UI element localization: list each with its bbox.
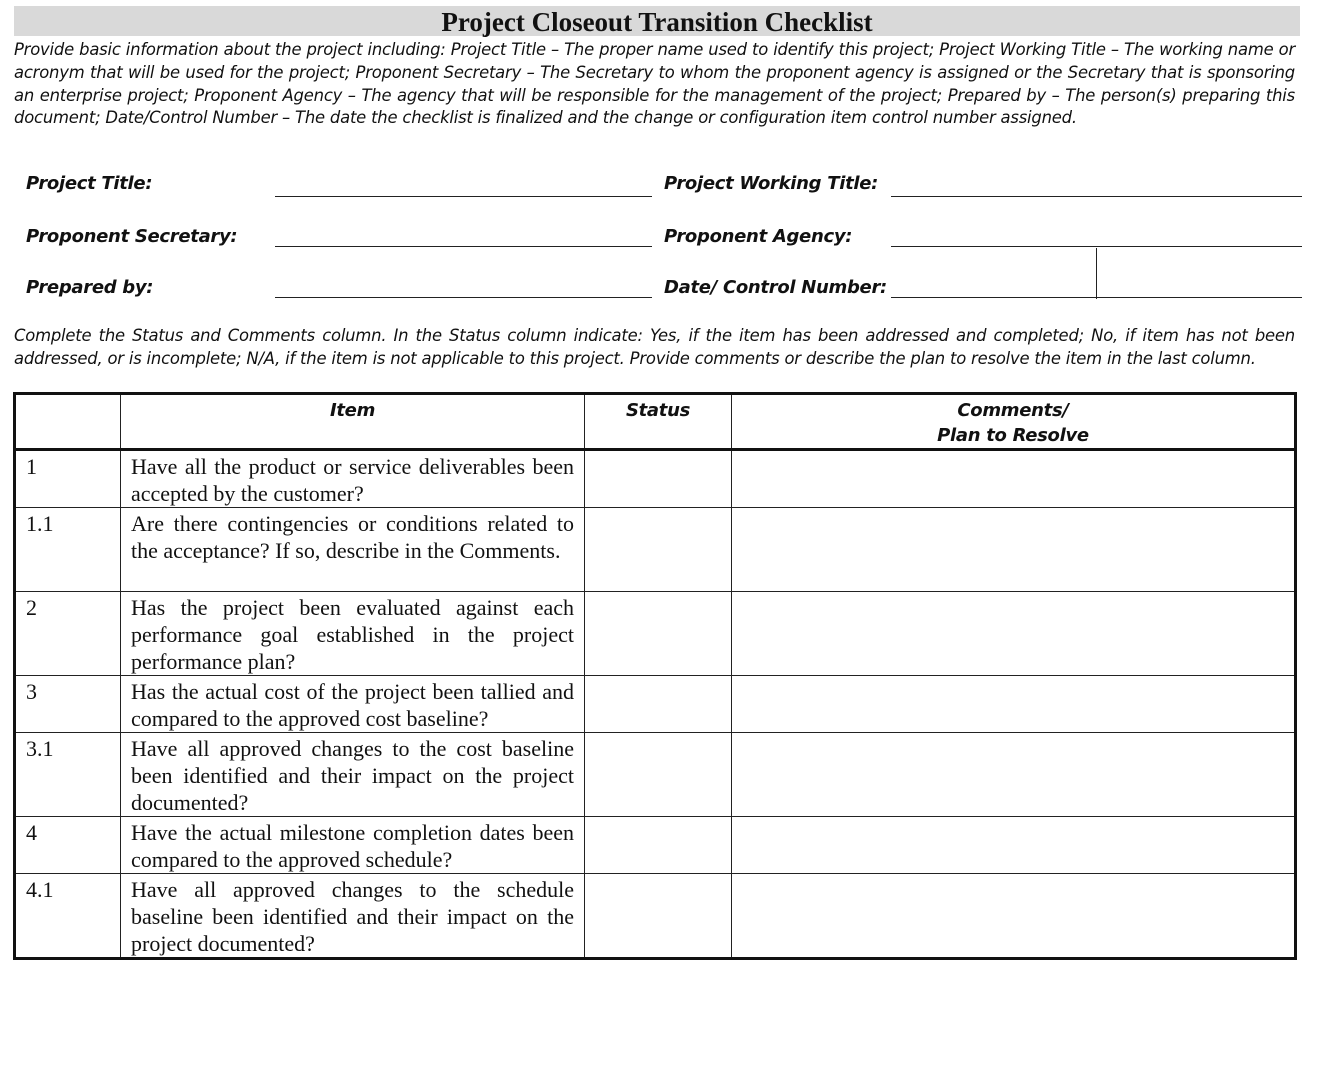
page-title: Project Closeout Transition Checklist: [14, 6, 1300, 36]
comments-header-line2: Plan to Resolve: [937, 425, 1089, 446]
table-row: [15, 592, 1296, 676]
table-row: [15, 508, 1296, 592]
comments-cell[interactable]: [732, 592, 1296, 676]
row-item: Are there contingencies or conditions related to the acceptance? If so, describe in the Comments.: [121, 508, 585, 592]
row-item: Have the actual milestone completion dates been compared to the approved schedule?: [121, 817, 585, 874]
row-item: Has the actual cost of the project been tallied and compared to the approved cost baseline?: [121, 676, 585, 733]
row-item: Have all approved changes to the schedule baseline been identified and their impact on the project documented?: [121, 874, 585, 959]
item-column-header: Item: [121, 394, 585, 450]
project-working-title-field[interactable]: [891, 196, 1302, 197]
project-working-title-label: Project Working Title:: [664, 173, 879, 194]
proponent-agency-field[interactable]: [891, 246, 1302, 247]
instructions-paragraph: Complete the Status and Comments column. In the Status column indicate: Yes, if the item has been addressed and completed; No, if item has not been addressed, or is incomplete; N/A, if the item is not applicable to this project. Provide comments or describe the plan to resolve the item in the last column.: [14, 326, 1295, 368]
date-control-number-label: Date/ Control Number:: [664, 277, 887, 298]
table-row: [15, 450, 1296, 508]
control-number-field[interactable]: [1096, 297, 1302, 298]
status-cell[interactable]: [585, 508, 732, 592]
number-column-header: [15, 394, 121, 450]
status-cell[interactable]: [585, 874, 732, 959]
status-cell[interactable]: [585, 676, 732, 733]
table-row: [15, 733, 1296, 817]
row-number: 4.1: [15, 874, 121, 959]
prepared-by-label: Prepared by:: [26, 277, 154, 298]
row-item: Have all approved changes to the cost baseline been identified and their impact on the project documented?: [121, 733, 585, 817]
status-cell[interactable]: [585, 733, 732, 817]
table-header-row: [15, 394, 1296, 450]
table-row: [15, 817, 1296, 874]
comments-cell[interactable]: [732, 733, 1296, 817]
row-number: 4: [15, 817, 121, 874]
row-number: 3: [15, 676, 121, 733]
row-number: 1: [15, 450, 121, 508]
row-number: 3.1: [15, 733, 121, 817]
table-row: [15, 676, 1296, 733]
date-field[interactable]: [891, 297, 1096, 298]
date-control-divider: [1096, 248, 1097, 299]
row-item: Has the project been evaluated against each performance goal established in the project performance plan?: [121, 592, 585, 676]
status-cell[interactable]: [585, 450, 732, 508]
project-title-label: Project Title:: [26, 173, 153, 194]
intro-paragraph: Provide basic information about the project including: Project Title – The proper name used to identify this project; Project Working Title – The working name or acronym that will be used for the project; Proponent Secretary – The Secretary to whom the proponent agency is assigned or the Secretary that is sponsoring an enterprise project; Proponent Agency – The agency that will be responsible for the management of the project; Prepared by – The person(s) preparing this document; Date/Control Number – The date the checklist is finalized and the change or configuration item control number assigned.: [14, 40, 1295, 128]
comments-cell[interactable]: [732, 874, 1296, 959]
prepared-by-field[interactable]: [275, 297, 652, 298]
row-number: 2: [15, 592, 121, 676]
status-column-header: Status: [585, 394, 732, 450]
proponent-agency-label: Proponent Agency:: [664, 226, 853, 247]
row-item: Have all the product or service deliverables been accepted by the customer?: [121, 450, 585, 508]
row-number: 1.1: [15, 508, 121, 592]
table-row: [15, 874, 1296, 959]
comments-cell[interactable]: [732, 450, 1296, 508]
status-cell[interactable]: [585, 592, 732, 676]
project-title-field[interactable]: [275, 196, 652, 197]
comments-cell[interactable]: [732, 817, 1296, 874]
comments-column-header: [732, 394, 1296, 450]
proponent-secretary-field[interactable]: [275, 246, 652, 247]
checklist-table: [13, 392, 1297, 960]
comments-cell[interactable]: [732, 676, 1296, 733]
comments-cell[interactable]: [732, 508, 1296, 592]
proponent-secretary-label: Proponent Secretary:: [26, 226, 238, 247]
status-cell[interactable]: [585, 817, 732, 874]
comments-header-line1: Comments/: [957, 400, 1069, 421]
